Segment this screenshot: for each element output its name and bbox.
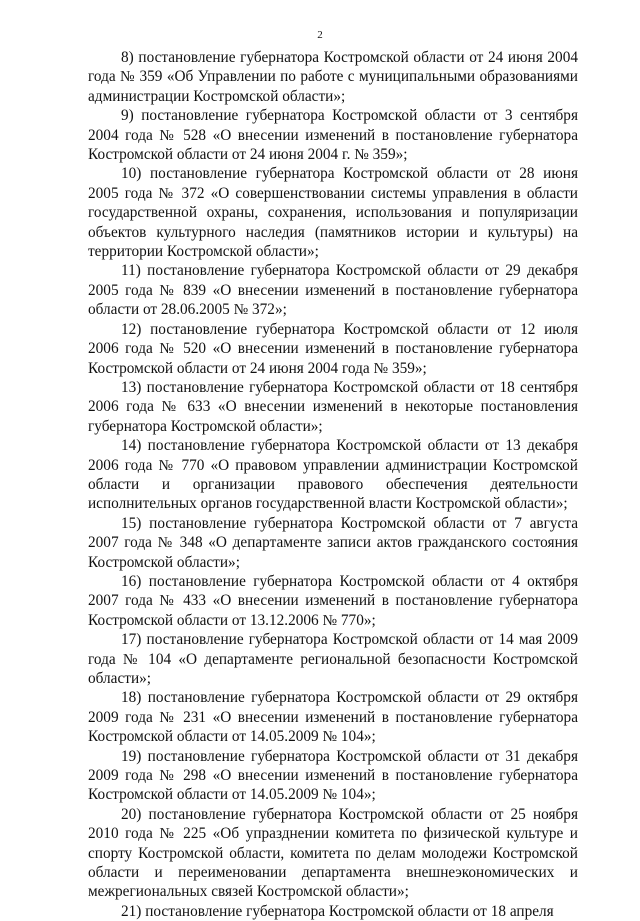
list-item: 13) постановление губернатора Костромской области от 18 сентября 2006 года № 633 «О внесении изменений в некоторые постановления губернатора Костромской области»; (88, 378, 578, 435)
page-number: 2 (317, 29, 323, 41)
list-item: 8) постановление губернатора Костромской области от 24 июня 2004 года № 359 «Об Управлении по работе с муниципальными образованиями администрации Костромской области»; (88, 49, 578, 105)
list-item: 16) постановление губернатора Костромской области от 4 октября 2007 года № 433 «О внесении изменений в постановление губернатора Костромской области от 13.12.2006 № 770»; (88, 572, 578, 629)
list-item: 12) постановление губернатора Костромской области от 12 июля 2006 года № 520 «О внесении изменений в постановление губернатора Костромской области от 24 июня 2004 года № 359»; (88, 320, 578, 377)
list-item: 10) постановление губернатора Костромской области от 28 июня 2005 года № 372 «О совершенствовании системы управления в области государственной охраны, сохранения, использования и популяризации объектов культурного наследия (памятников истории и культуры) на территории Костромской области»; (88, 165, 578, 261)
resolution-list (88, 48, 578, 921)
list-item: 20) постановление губернатора Костромской области от 25 ноября 2010 года № 225 «Об упразднении комитета по физической культуре и спорту Костромской области, комитета по делам молодежи Костромской области и переименовании департамента внешнеэкономических и межрегиональных связей Костромской области»; (88, 805, 578, 901)
list-item: 14) постановление губернатора Костромской области от 13 декабря 2006 года № 770 «О правовом управлении администрации Костромской области и организации правового обеспечения деятельности исполнительных органов государственной власти Костромской области»; (88, 437, 578, 513)
list-item: 17) постановление губернатора Костромской области от 14 мая 2009 года № 104 «О департаменте региональной безопасности Костромской области»; (88, 631, 578, 687)
list-item: 15) постановление губернатора Костромской области от 7 августа 2007 года № 348 «О департаменте записи актов гражданского состояния Костромской области»; (88, 514, 578, 571)
list-item: 18) постановление губернатора Костромской области от 29 октября 2009 года № 231 «О внесении изменений в постановление губернатора Костромской области от 14.05.2009 № 104»; (88, 689, 578, 746)
list-item: 21) постановление губернатора Костромской области от 18 апреля (121, 902, 554, 920)
list-item: 9) постановление губернатора Костромской области от 3 сентября 2004 года № 528 «О внесении изменений в постановление губернатора Костромской области от 24 июня 2004 г. № 359»; (88, 107, 578, 164)
list-item: 11) постановление губернатора Костромской области от 29 декабря 2005 года № 839 «О внесении изменений в постановление губернатора области от 28.06.2005 № 372»; (88, 262, 578, 319)
list-item: 19) постановление губернатора Костромской области от 31 декабря 2009 года № 298 «О внесении изменений в постановление губернатора Костромской области от 14.05.2009 № 104»; (88, 747, 578, 804)
